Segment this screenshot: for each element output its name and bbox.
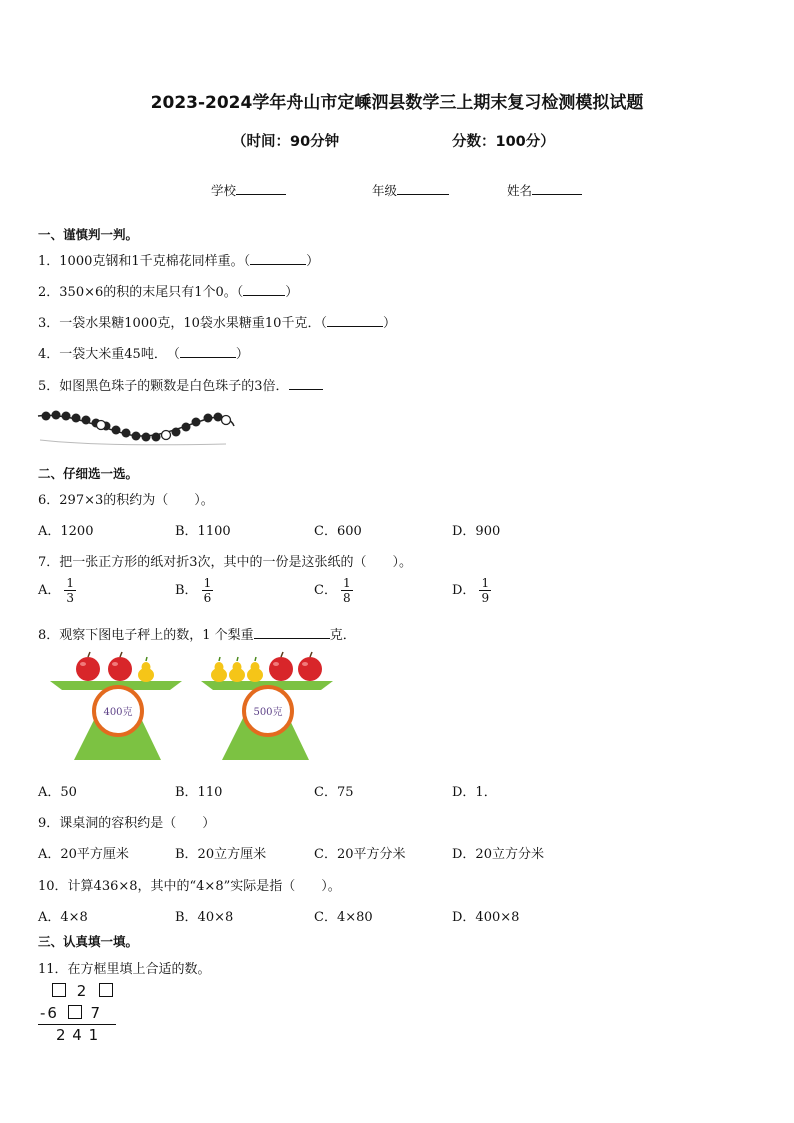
vertical-subtraction [38,980,128,1050]
section-3-heading: 三、认真填一填。 [38,934,139,949]
q7-option-a-letter: A． [38,583,61,598]
grade-label: 年级 [372,183,398,198]
apple-icon [269,652,293,681]
school-label: 学校 [211,183,237,198]
question-11: 11．在方框里填上合适的数。 [38,962,211,977]
q6-option-c[interactable]: C．600 [314,524,362,539]
q9-option-a[interactable]: A．20平方厘米 [38,847,129,862]
question-2-blank[interactable] [243,284,285,296]
pear-icon [247,657,263,682]
q6-option-b[interactable]: B．1100 [175,524,231,539]
q10-option-c[interactable]: C．4×80 [314,910,373,925]
question-1-text: 1．1000克钢和1千克棉花同样重。（ [38,254,251,269]
question-8-end: 克． [329,628,356,643]
grade-field [372,181,449,199]
scales-figure [46,650,346,762]
scale-2-reading: 500克 [253,707,283,718]
calc-minuend: -6 [40,1004,59,1022]
question-3-blank[interactable] [327,315,383,327]
pear-icon [138,657,154,682]
name-field [507,181,582,199]
q7-option-c[interactable] [314,576,353,605]
apple-icon [76,652,100,681]
calc-row-1 [52,982,113,1000]
q8-option-d[interactable]: D．1． [452,785,497,800]
scale-1 [50,652,182,760]
frac-num: 1 [342,576,351,590]
q8-option-b[interactable]: B．110 [175,785,223,800]
q6-option-a[interactable]: A．1200 [38,524,94,539]
score-label: 分数：100分） [452,134,555,150]
frac-den: 9 [481,591,490,605]
time-label: （时间：90分钟 [232,134,340,150]
question-2-text: 2．350×6的积的末尾只有1个0。（ [38,285,244,300]
scale-2 [201,652,333,760]
section-2-heading: 二、仔细选一选。 [38,466,139,481]
question-8-text: 8．观察下图电子秤上的数，1 个梨重 [38,628,254,643]
scale-1-reading: 400克 [103,707,133,718]
calc-divider [38,1024,116,1025]
q7-option-d-letter: D． [452,583,476,598]
q8-option-c[interactable]: C．75 [314,785,354,800]
question-5-text: 5．如图黑色珠子的颗数是白色珠子的3倍． [38,379,289,394]
question-7: 7．把一张正方形的纸对折3次，其中的一份是这张纸的（ ）。 [38,555,413,570]
apple-icon [298,652,322,681]
frac-num: 1 [481,576,490,590]
q7-option-b-letter: B． [175,583,198,598]
q7-option-d[interactable] [452,576,491,605]
q7-option-a[interactable] [38,576,76,605]
fraction-one-ninth [479,576,491,605]
calc-blank-box[interactable] [68,1005,82,1019]
calc-result: 2 4 1 [56,1026,100,1044]
question-2 [38,281,298,300]
frac-den: 8 [342,591,351,605]
school-field [211,181,286,199]
question-8-blank[interactable] [254,627,330,639]
school-blank[interactable] [236,183,286,195]
q10-option-a[interactable]: A．4×8 [38,910,88,925]
question-3-text: 3．一袋水果糖1000克，10袋水果糖重10千克．（ [38,316,327,331]
frac-num: 1 [66,576,75,590]
q10-option-b[interactable]: B．40×8 [175,910,234,925]
question-6: 6．297×3的积约为（ ）。 [38,493,214,508]
black-beads [42,411,223,442]
question-3-end: ） [382,316,396,331]
frac-den: 6 [203,591,212,605]
q9-option-b[interactable]: B．20立方厘米 [175,847,267,862]
pear-icon [229,657,245,682]
section-1-heading: 一、谨慎判一判。 [38,227,139,242]
pear-icon [211,657,227,682]
q10-option-d[interactable]: D．400×8 [452,910,520,925]
calc-digit: 7 [90,1004,103,1022]
page-title: 2023-2024学年舟山市定嵊泗县数学三上期末复习检测模拟试题 [150,93,644,113]
calc-row-2 [40,1004,102,1022]
question-3 [38,312,396,331]
q8-option-a[interactable]: A．50 [38,785,77,800]
q7-option-b[interactable] [175,576,213,605]
calc-blank-box[interactable] [52,983,66,997]
q9-option-c[interactable]: C．20平方分米 [314,847,406,862]
apple-icon [108,652,132,681]
question-1 [38,250,319,269]
question-5-blank[interactable] [289,378,323,390]
q9-option-d[interactable]: D．20立方分米 [452,847,544,862]
q6-option-d[interactable]: D．900 [452,524,501,539]
name-blank[interactable] [532,183,582,195]
question-4-blank[interactable] [180,346,236,358]
question-1-blank[interactable] [250,253,306,265]
question-8 [38,624,356,643]
frac-num: 1 [203,576,212,590]
fraction-one-sixth [202,576,214,605]
question-10: 10．计算436×8，其中的“4×8”实际是指（ ）。 [38,879,341,894]
question-9: 9．课桌洞的容积约是（ ） [38,816,216,831]
question-1-end: ） [306,254,320,269]
question-4 [38,343,249,362]
frac-den: 3 [66,591,75,605]
calc-digit: 2 [76,982,89,1000]
name-label: 姓名 [507,183,533,198]
grade-blank[interactable] [397,183,449,195]
calc-blank-box[interactable] [99,983,113,997]
question-4-end: ） [235,347,249,362]
question-5 [38,375,323,394]
fraction-one-eighth [341,576,353,605]
question-2-end: ） [285,285,299,300]
q7-option-c-letter: C． [314,583,337,598]
bead-string-figure [36,404,236,450]
question-4-text: 4．一袋大米重45吨． （ [38,347,180,362]
fraction-one-third [64,576,76,605]
